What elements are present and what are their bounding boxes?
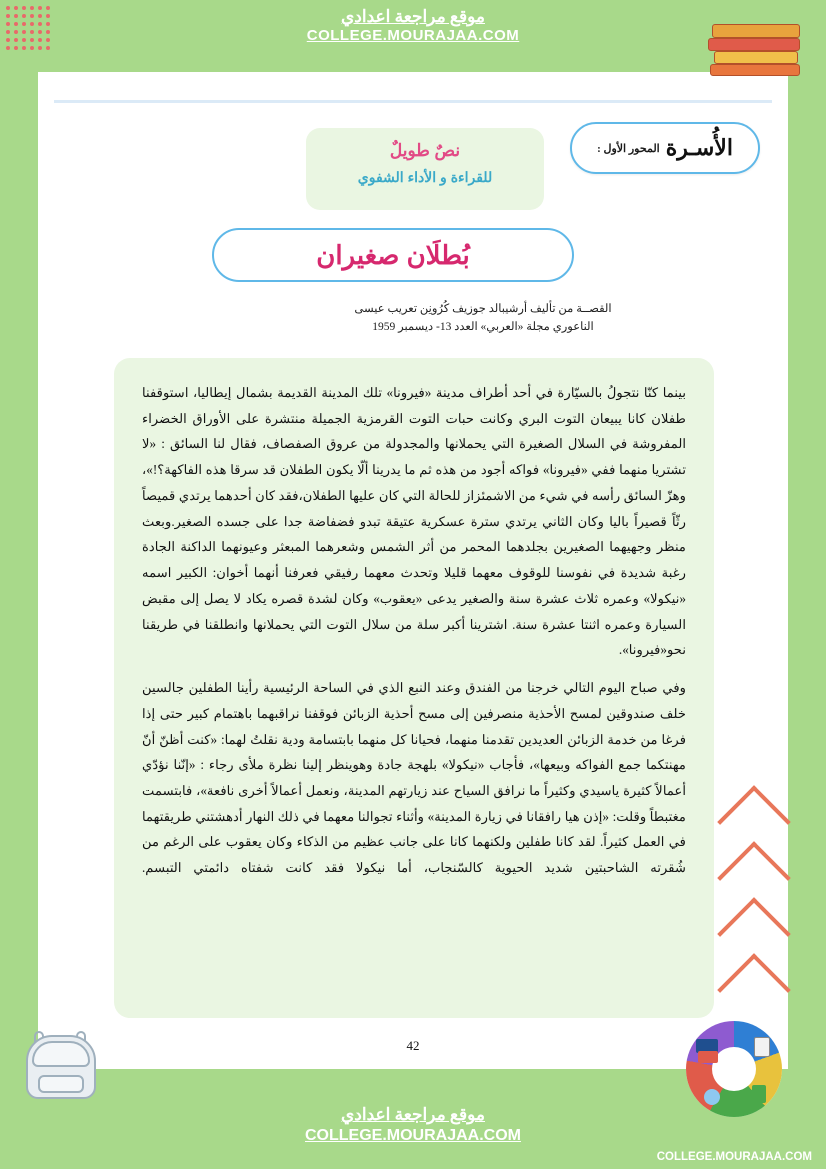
- chevrons-icon: [724, 790, 788, 1020]
- dotted-decoration: [6, 6, 52, 52]
- text-type-line1: نصٌ طويلٌ: [389, 141, 461, 160]
- site-url[interactable]: COLLEGE.MOURAJAA.COM: [306, 27, 520, 45]
- chapter-label: المحور الأول :: [597, 142, 660, 155]
- footer-site-url[interactable]: COLLEGE.MOURAJAA.COM: [305, 1127, 521, 1145]
- backpack-icon: [12, 1017, 110, 1109]
- chapter-badge: [570, 122, 760, 174]
- reading-text-panel: [114, 358, 714, 1018]
- source-line-1: القصــة من تأليف أرشيبالد جوزيف كُرُونِن تعريب عيسى: [354, 303, 612, 315]
- books-icon: [706, 18, 806, 80]
- footer-corner-url[interactable]: COLLEGE.MOURAJAA.COM: [656, 1151, 812, 1163]
- source-line-2: الناعوري مجلة «العربي» العدد 13- ديسمبر 1959: [372, 321, 594, 334]
- lesson-sheet: [54, 100, 772, 1053]
- school-supplies-circle-icon: [686, 1021, 782, 1117]
- site-title: موقع مراجعة اعدادي: [341, 7, 485, 26]
- lesson-title: بُطلَان صغيران: [316, 239, 470, 270]
- right-green-band: [788, 0, 826, 1169]
- source-attribution: [248, 300, 718, 337]
- page-number: 42: [406, 1038, 420, 1053]
- left-green-band: [0, 0, 38, 1169]
- footer-banner: [140, 1104, 686, 1147]
- sheet-top-rule: [54, 100, 772, 103]
- text-type-box: [306, 128, 544, 210]
- lesson-title-badge: [212, 228, 574, 282]
- paragraph: وفي صباح اليوم التالي خرجنا من الفندق وعند النبع الذي في الساحة الرئيسية رأينا الطفلين جالسين خلف صندوقين لمسح الأحذية منصرفين إلى مسح أحذية الزبائن فوقفنا نراقبهما باهتمام كبير حتى إذا فرغا من خدمة الزبائن العديدين تقدمنا منهما، فحيانا كل منهما بابتسامة ودية نقلتُ لهما: «كنت أظنّ أنّ مهنتكما جمع الفواكه وبيعها»، فأجاب «نيكولا» بلهجة جادة وهوينظر إلينا نظرة ملأى رجاء : «إنّنا نؤدّي أعمالاً كثيرة ياسيدي وكثيراً ما نرافق السياح عند زيارتهم المدينة، ونعمل أعمالاً أخرى نافعة»، فابتسمت مغتبطاً وقلت: «إذن هيا رافقانا في زيارة المدينة» وأثناء تجوالنا معهما في ذلك النهار أدهشتني طريقتهما في العمل كثيراً. لقد كانا طفلين ولكنهما كانا على جانب عظيم من الذكاء وكان يعقوب على الرغم من شُقرته الشاحبتين شديد الحيوية كالسّنجاب، أما نيكولا فقد كانت شفتاه دائمتي التبسم.: [142, 680, 686, 876]
- header-banner: [90, 6, 736, 54]
- chapter-title: الأُسـرة: [665, 135, 733, 160]
- text-type-line2: للقراءة و الأداء الشفوي: [357, 169, 493, 185]
- paragraph: بينما كنّا نتجولُ بالسيّارة في أحد أطراف مدينة «فيرونا» تلك المدينة القديمة بشمال إيطاليا، استوقفنا طفلان كانا يبيعان التوت البري وكانت حبات التوت القرمزية الجميلة منتشرة على الأوراق الخضراء المفروشة في السلال الصغيرة التي يحملانها والمجدولة من عروق الصفصاف، فقال لنا السائق : «لا تشتريا منهما ففي «فيرونا» فواكه أجود من هذه ثم ما يدرينا ألّا يكون الطفلان قد سرقا هذه الفاكهة؟!»، وهزّ السائق رأسه في شيء من الاشمئزاز للحالة التي كان عليها الطفلان،فقد كان أحدهما يرتدي قميصاً رثّاً قصيراً باليا وكان الثاني يرتدي سترة عسكرية عتيقة تبدو فضفاضة جدا على جسده الصغير.وبعث منظر وجهيهما الصغيرين بجلدهما المحمر من أثر الشمس وشعرهما المبعثر وعيونهما الداكنة الجادة رغبة شديدة في نفوسنا للوقوف معهما قليلا وتحدث معهما رفيقي فعرفنا أنهما أخوان: الكبير اسمه «نيكولا» وعمره ثلاث عشرة سنة والصغير يدعى «يعقوب» وكان لشدة قصره يكاد لا يصل إلى مقبض السيارة وعمره اثنتا عشرة سنة. اشترينا أكبر سلة من سلال التوت التي يحملانها وانطلقنا في طريقنا نحو«فيرونا».: [142, 385, 686, 658]
- footer-site-title: موقع مراجعة اعدادي: [341, 1105, 485, 1125]
